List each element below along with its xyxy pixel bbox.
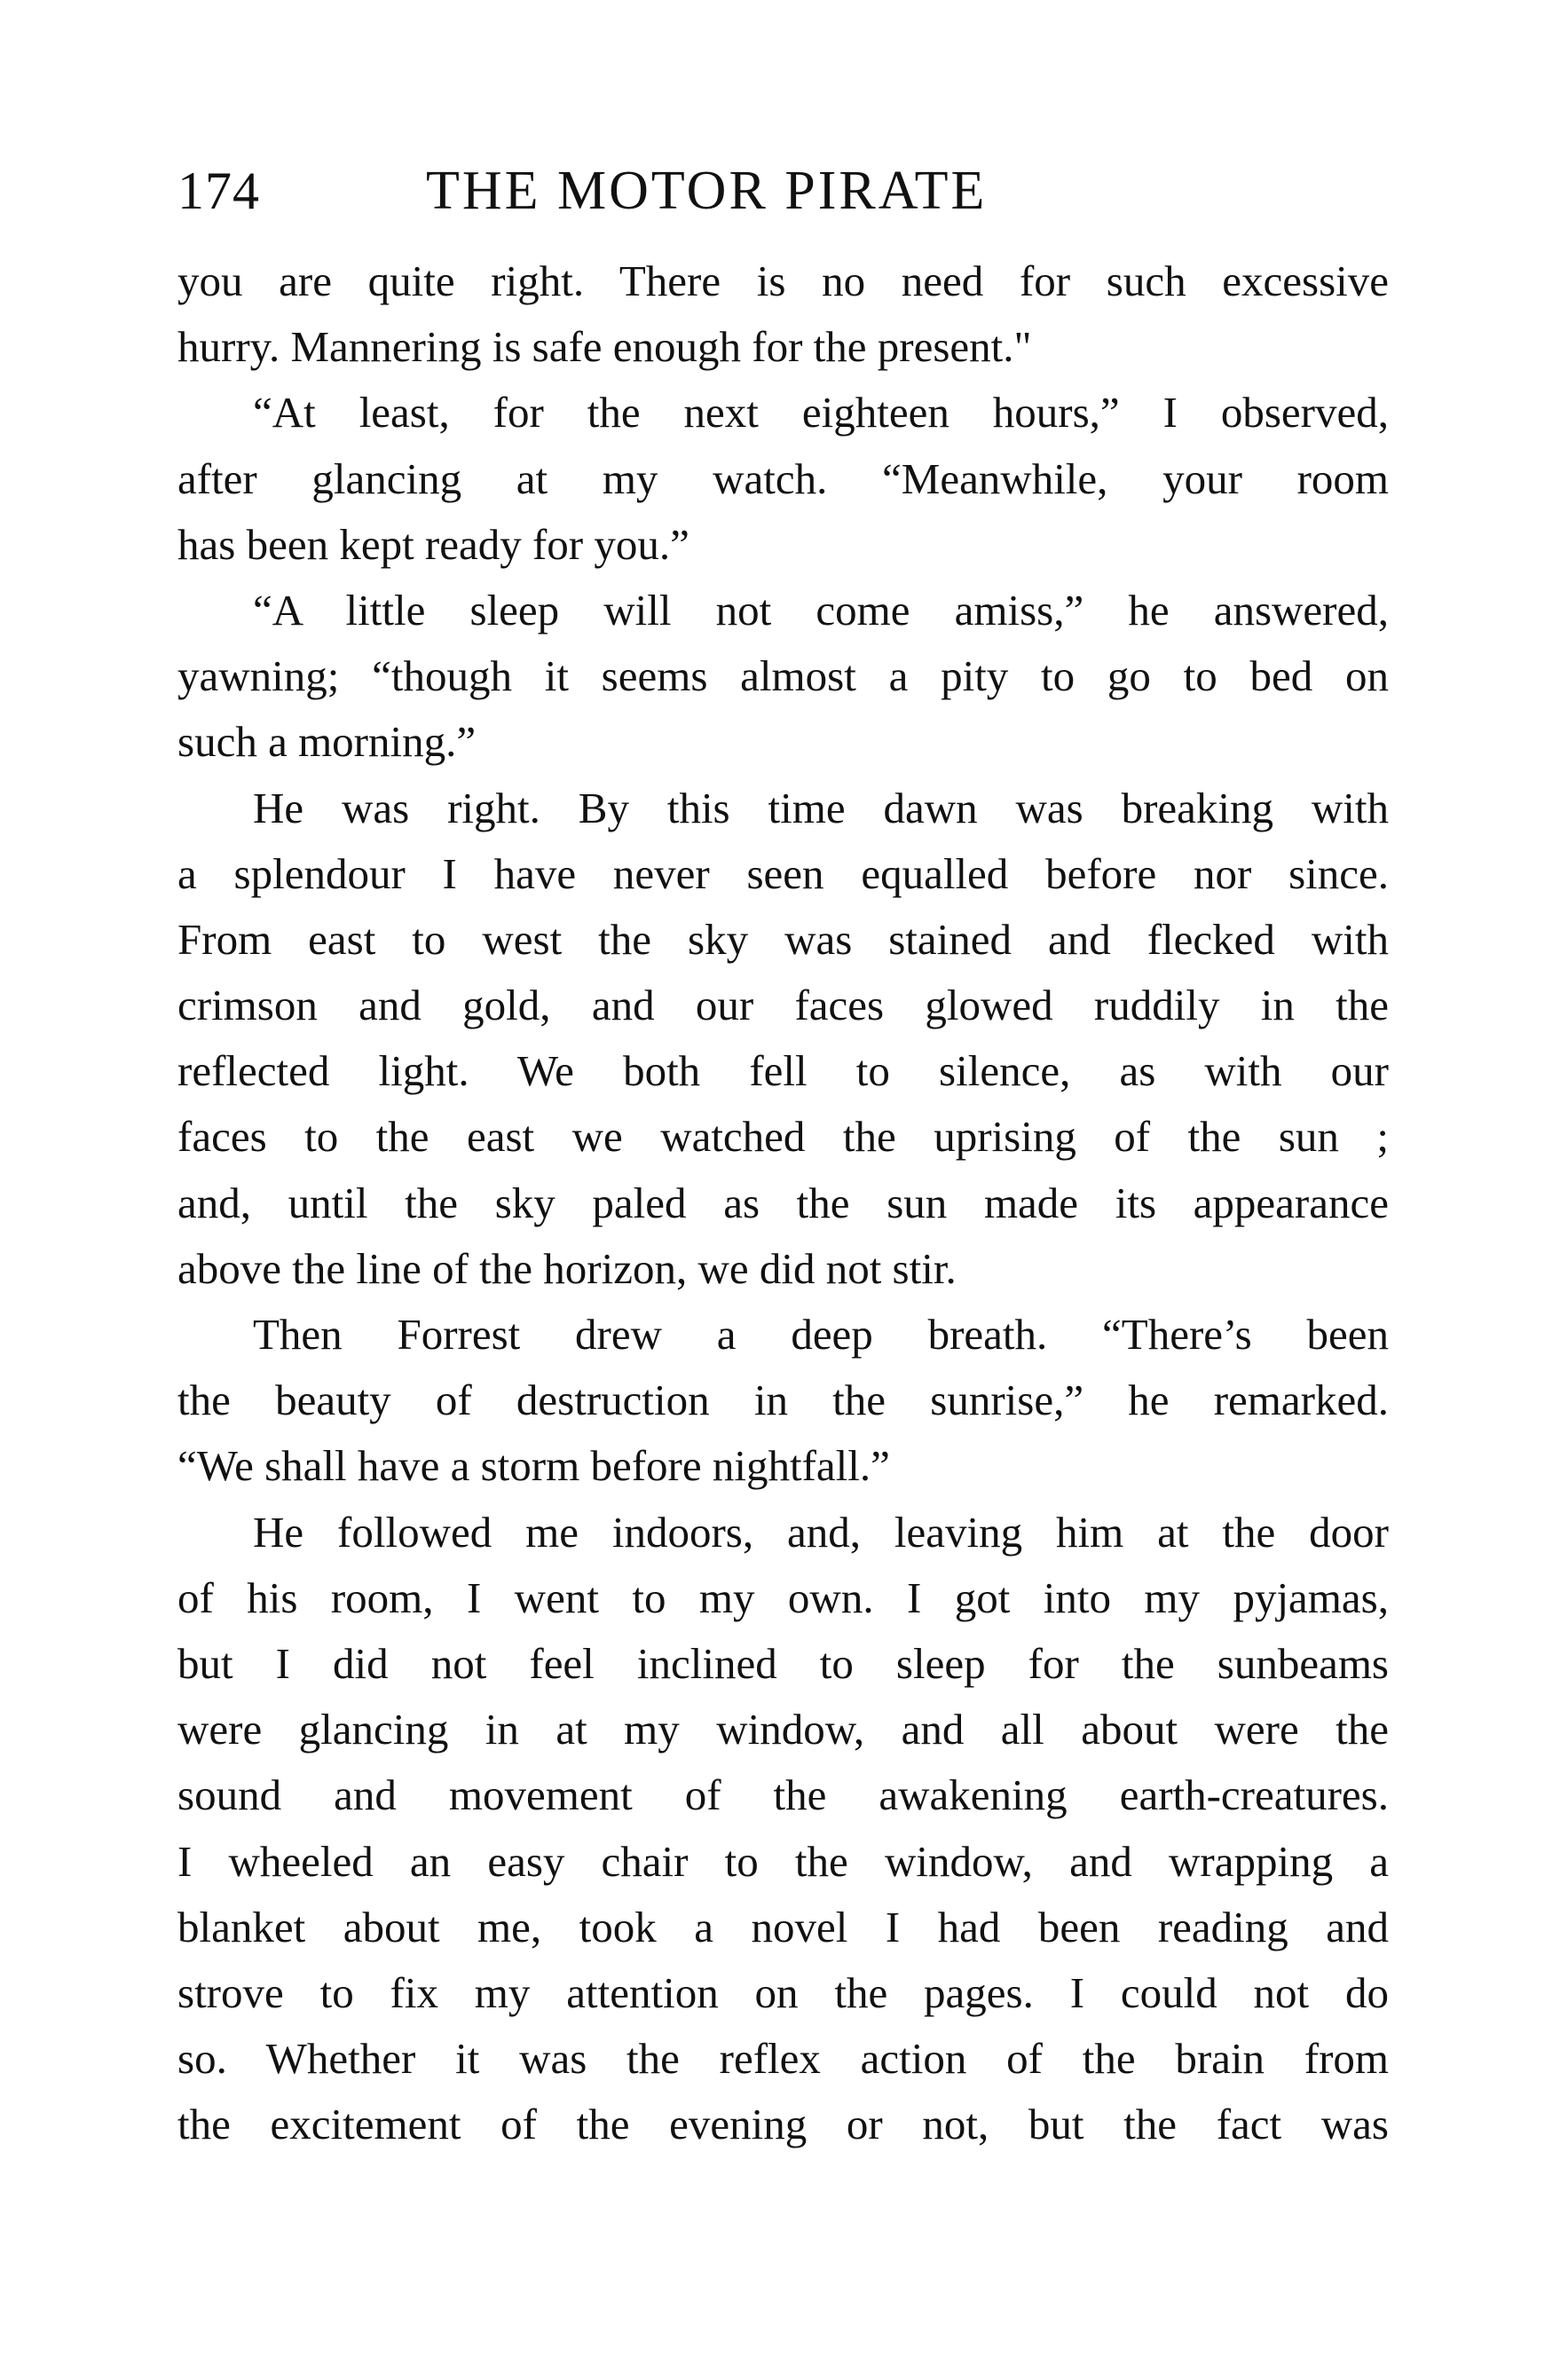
text-line: above the line of the horizon, we did not stir. <box>177 1243 957 1293</box>
text-line: He followed me indoors, and, leaving him at the door <box>253 1507 1389 1557</box>
text-line: after glancing at my watch. “Meanwhile, your room <box>177 453 1389 503</box>
text-line: blanket about me, took a novel I had been reading and <box>177 1902 1389 1951</box>
text-line: Then Forrest drew a deep breath. “There’s been <box>253 1310 1389 1359</box>
text-line: such a morning.” <box>177 717 477 767</box>
text-line: “A little sleep will not come amiss,” he answered, <box>253 585 1389 635</box>
page-number: 174 <box>177 162 260 220</box>
text-line: and, until the sky paled as the sun made its appearance <box>177 1178 1389 1227</box>
text-line: yawning; “though it seems almost a pity to go to bed on <box>177 651 1389 701</box>
text-line: a splendour I have never seen equalled before nor since. <box>177 848 1389 898</box>
text-line: I wheeled an easy chair to the window, and wrapping a <box>177 1836 1389 1886</box>
text-line: so. Whether it was the reflex action of the brain from <box>177 2034 1389 2084</box>
body-text <box>177 248 1389 2157</box>
text-line: hurry. Mannering is safe enough for the present." <box>177 322 1032 372</box>
text-line: strove to fix my attention on the pages. I could not do <box>177 1967 1389 2017</box>
text-line: crimson and gold, and our faces glowed ruddily in the <box>177 981 1389 1030</box>
text-line: but I did not feel inclined to sleep for the sunbeams <box>177 1638 1389 1688</box>
text-line: has been kept ready for you.” <box>177 519 689 569</box>
text-line: reflected light. We both fell to silence, as with our <box>177 1046 1389 1096</box>
text-line: From east to west the sky was stained and flecked with <box>177 914 1389 964</box>
text-line: the excitement of the evening or not, but the fact was <box>177 2100 1389 2149</box>
text-line: were glancing in at my window, and all about were the <box>177 1705 1389 1754</box>
text-line: faces to the east we watched the uprising of the sun ; <box>177 1112 1389 1162</box>
text-line: “We shall have a storm before nightfall.” <box>177 1441 890 1491</box>
text-line: the beauty of destruction in the sunrise,” he remarked. <box>177 1376 1389 1425</box>
text-line: He was right. By this time dawn was breaking with <box>253 783 1389 832</box>
text-line: you are quite right. There is no need for such excessive <box>177 256 1389 305</box>
text-line: “At least, for the next eighteen hours,” I observed, <box>253 388 1389 438</box>
text-line: of his room, I went to my own. I got into my pyjamas, <box>177 1573 1389 1622</box>
page-header <box>177 151 1389 231</box>
running-title: THE MOTOR PIRATE <box>426 161 988 221</box>
text-line: sound and movement of the awakening earth-creatures. <box>177 1770 1389 1820</box>
